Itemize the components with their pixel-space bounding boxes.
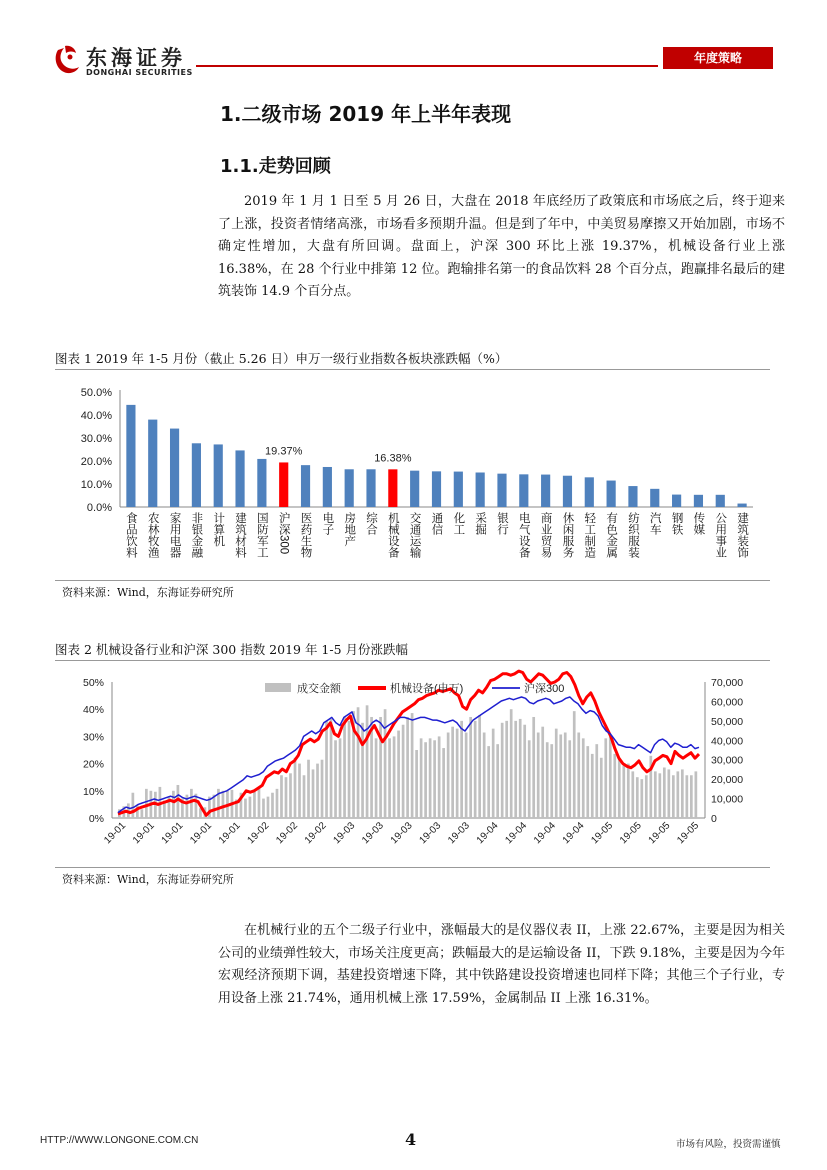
volume-bar bbox=[222, 791, 225, 818]
figure2-source: 资料来源：Wind，东海证券研究所 bbox=[62, 873, 234, 886]
figure2-bottom-rule bbox=[55, 867, 770, 868]
x-tick-label: 19-02 bbox=[274, 820, 301, 847]
volume-bar bbox=[298, 764, 301, 818]
x-tick-label: 19-02 bbox=[302, 820, 329, 847]
left-tick-label: 50% bbox=[82, 677, 104, 689]
volume-bar bbox=[676, 771, 679, 818]
bar bbox=[410, 471, 419, 507]
volume-bar bbox=[514, 721, 517, 818]
bar bbox=[235, 450, 244, 507]
x-tick-label: 19-03 bbox=[417, 820, 444, 847]
donghai-logo-icon bbox=[52, 42, 82, 80]
volume-bar bbox=[640, 779, 643, 818]
volume-bar bbox=[141, 809, 144, 818]
x-tick-label: 19-01 bbox=[130, 820, 157, 847]
left-tick-label: 40% bbox=[82, 704, 104, 717]
volume-bar bbox=[496, 744, 499, 818]
footer-website-link[interactable]: HTTP://WWW.LONGONE.COM.CN bbox=[40, 1135, 199, 1146]
y-tick-label: 40.0% bbox=[80, 410, 112, 422]
volume-bar bbox=[609, 736, 612, 818]
bar bbox=[257, 459, 266, 507]
volume-bar bbox=[550, 744, 553, 818]
volume-bar bbox=[438, 736, 441, 818]
volume-bar bbox=[568, 740, 571, 818]
figure1-bottom-rule bbox=[55, 580, 770, 581]
bar bbox=[607, 481, 616, 507]
x-category-label: 休闲服务 bbox=[561, 512, 574, 558]
logo-chinese-name: 东海证券 bbox=[86, 46, 186, 70]
y-tick-label: 20.0% bbox=[80, 456, 112, 468]
volume-bar bbox=[289, 773, 292, 818]
volume-bar bbox=[519, 719, 522, 818]
x-category-label: 电子 bbox=[321, 512, 334, 535]
x-category-label: 通信 bbox=[430, 512, 443, 535]
x-category-label: 国防军工 bbox=[255, 512, 268, 558]
volume-bar bbox=[424, 742, 427, 818]
x-tick-label: 19-04 bbox=[503, 820, 530, 847]
x-tick-label: 19-03 bbox=[446, 820, 472, 847]
left-tick-label: 20% bbox=[82, 758, 104, 771]
y-tick-label: 10.0% bbox=[80, 479, 112, 491]
volume-bar bbox=[285, 777, 288, 818]
bar bbox=[454, 472, 463, 507]
y-tick-label: 30.0% bbox=[80, 433, 112, 445]
x-category-label: 农林牧渔 bbox=[146, 512, 159, 558]
volume-bar bbox=[582, 738, 585, 818]
volume-bar bbox=[375, 738, 378, 818]
subindustry-paragraph-text: 在机械行业的五个二级子行业中，涨幅最大的是仪器仪表 II，上涨 22.67%，主要是因为相关公司的业绩弹性较大，市场关注度更高；跌幅最大的是运输设备 II，下跌 9.18%，主要是因为今年宏观经济预期下调，基建投资增速下降，其中铁路建设投资增速也同样下降；其他三个子行业，专用设备上涨 21.74%，通用机械上涨 17.59%，金属制品 II 上涨 16.31%。 bbox=[218, 923, 785, 1006]
bar bbox=[563, 476, 572, 507]
figure2-top-rule bbox=[55, 660, 770, 661]
x-category-label: 纺织服装 bbox=[626, 512, 639, 558]
volume-bar bbox=[330, 719, 333, 818]
volume-bar bbox=[460, 721, 463, 818]
volume-bar bbox=[321, 760, 324, 818]
volume-bar bbox=[244, 799, 247, 818]
volume-bar bbox=[429, 738, 432, 818]
volume-bar bbox=[667, 769, 670, 818]
x-tick-label: 19-01 bbox=[216, 820, 243, 847]
machinery-vs-hs300-chart bbox=[55, 662, 770, 867]
x-category-label: 交通运输 bbox=[408, 512, 421, 558]
volume-bar bbox=[595, 744, 598, 818]
volume-bar bbox=[627, 764, 630, 818]
legend-label: 成交金额 bbox=[297, 683, 341, 695]
volume-bar bbox=[271, 793, 274, 818]
volume-bar bbox=[406, 717, 409, 818]
bar bbox=[650, 489, 659, 507]
bar bbox=[497, 474, 506, 507]
x-tick-label: 19-01 bbox=[188, 820, 215, 847]
right-tick-label: 0 bbox=[711, 813, 717, 825]
volume-bar bbox=[645, 775, 648, 818]
volume-bar bbox=[541, 727, 544, 818]
figure1-source: 资料来源：Wind，东海证券研究所 bbox=[62, 586, 234, 599]
x-tick-label: 19-02 bbox=[245, 820, 272, 847]
volume-bar bbox=[694, 771, 697, 818]
volume-bar bbox=[631, 771, 634, 818]
right-tick-label: 70,000 bbox=[711, 677, 744, 689]
volume-bar bbox=[258, 787, 261, 818]
volume-bar bbox=[339, 738, 342, 818]
right-tick-label: 20,000 bbox=[711, 774, 744, 787]
x-tick-label: 19-03 bbox=[360, 820, 386, 847]
x-tick-label: 19-05 bbox=[675, 820, 702, 847]
volume-bar bbox=[172, 791, 175, 818]
subindustry-paragraph bbox=[218, 920, 785, 1010]
bar bbox=[214, 444, 223, 507]
volume-bar bbox=[672, 775, 675, 818]
volume-bar bbox=[348, 721, 351, 818]
logo-english-name: DONGHAI SECURITIES bbox=[86, 68, 193, 77]
volume-bar bbox=[253, 792, 256, 818]
x-category-label: 家用电器 bbox=[168, 512, 181, 558]
risk-disclaimer: 市场有风险，投资需谨慎 bbox=[676, 1139, 781, 1150]
industry-return-bar-chart bbox=[55, 370, 770, 580]
volume-bar bbox=[505, 721, 508, 818]
volume-bar bbox=[456, 729, 459, 818]
bar bbox=[476, 473, 485, 508]
volume-bar bbox=[312, 769, 315, 818]
x-category-label: 轻工制造 bbox=[583, 512, 596, 558]
bar bbox=[345, 469, 354, 507]
x-tick-label: 19-05 bbox=[646, 820, 673, 847]
volume-bar bbox=[384, 709, 387, 818]
x-tick-label: 19-04 bbox=[474, 820, 501, 847]
volume-bar bbox=[420, 738, 423, 818]
y-tick-label: 0.0% bbox=[86, 502, 112, 514]
volume-bar bbox=[397, 731, 400, 818]
volume-bar bbox=[276, 789, 279, 818]
x-category-label: 电气设备 bbox=[517, 512, 530, 558]
x-category-label: 食品饮料 bbox=[124, 512, 137, 558]
bar bbox=[388, 469, 397, 507]
bar bbox=[301, 465, 310, 507]
x-category-label: 采掘 bbox=[474, 512, 487, 535]
volume-bar bbox=[690, 775, 693, 818]
bar bbox=[279, 462, 288, 507]
volume-bar bbox=[249, 797, 252, 818]
volume-bar bbox=[546, 742, 549, 818]
bar bbox=[126, 405, 135, 507]
x-category-label: 传媒 bbox=[692, 512, 705, 535]
volume-bar bbox=[343, 717, 346, 818]
volume-bar bbox=[586, 746, 589, 818]
volume-bar bbox=[577, 733, 580, 818]
intro-paragraph-text: 2019 年 1 月 1 日至 5 月 26 日，大盘在 2018 年底经历了政策底和市场底之后，终于迎来了上涨，投资者情绪高涨，市场看多预期升温。但是到了年中，中美贸易摩擦又开始加剧，市场不确定性增加，大盘有所回调。盘面上，沪深 300 环比上涨 19.37%，机械设备行业上涨 16.38%，在 28 个行业中排第 12 位。跑输排名第一的食品饮料 28 个百分点，跑赢排名最后的建筑装饰 14.9 个百分点。 bbox=[218, 194, 785, 300]
x-category-label: 汽车 bbox=[648, 512, 661, 535]
section-title: 1.二级市场 2019 年上半年表现 bbox=[220, 102, 512, 126]
bar bbox=[432, 471, 441, 507]
right-tick-label: 10,000 bbox=[711, 793, 744, 806]
volume-bar bbox=[483, 733, 486, 818]
volume-bar bbox=[388, 738, 391, 818]
x-tick-label: 19-03 bbox=[331, 820, 358, 847]
bar bbox=[170, 429, 179, 507]
volume-bar bbox=[618, 758, 621, 818]
volume-bar bbox=[393, 736, 396, 818]
volume-bar bbox=[636, 777, 639, 818]
volume-bar bbox=[654, 771, 657, 818]
right-tick-label: 40,000 bbox=[711, 735, 744, 748]
volume-bar bbox=[366, 705, 369, 818]
legend-label: 沪深300 bbox=[524, 683, 565, 695]
bar bbox=[585, 477, 594, 507]
x-category-label: 化工 bbox=[452, 512, 465, 535]
volume-bar bbox=[447, 733, 450, 818]
x-category-label: 建筑材料 bbox=[234, 512, 247, 558]
figure1-title: 图表 1 2019 年 1-5 月份（截止 5.26 日）申万一级行业指数各板块涨跌幅（%） bbox=[55, 351, 508, 366]
volume-bar bbox=[411, 713, 414, 818]
volume-bar bbox=[604, 738, 607, 818]
right-tick-label: 60,000 bbox=[711, 696, 744, 709]
volume-bar bbox=[555, 729, 558, 818]
legend-label: 机械设备(申万) bbox=[390, 683, 464, 695]
volume-bar bbox=[303, 775, 306, 818]
x-category-label: 建筑装饰 bbox=[736, 512, 749, 558]
volume-bar bbox=[591, 754, 594, 818]
x-tick-label: 19-05 bbox=[589, 820, 616, 847]
volume-bar bbox=[564, 733, 567, 818]
volume-bar bbox=[537, 733, 540, 818]
x-tick-label: 19-05 bbox=[617, 820, 644, 847]
volume-bar bbox=[658, 773, 661, 818]
volume-bar bbox=[402, 725, 405, 818]
volume-bar bbox=[280, 775, 283, 818]
x-category-label: 钢铁 bbox=[670, 512, 683, 535]
x-tick-label: 19-03 bbox=[388, 820, 415, 847]
right-tick-label: 30,000 bbox=[711, 754, 744, 767]
x-category-label: 非银金融 bbox=[190, 512, 203, 558]
volume-bar bbox=[478, 715, 481, 818]
bar bbox=[628, 486, 637, 507]
volume-bar bbox=[600, 758, 603, 818]
bar bbox=[366, 469, 375, 507]
left-tick-label: 0% bbox=[88, 813, 104, 825]
x-category-label: 房地产 bbox=[343, 512, 356, 547]
left-tick-label: 10% bbox=[82, 785, 104, 798]
volume-bar bbox=[465, 733, 468, 818]
bar bbox=[716, 495, 725, 507]
right-tick-label: 50,000 bbox=[711, 715, 744, 728]
volume-bar bbox=[501, 723, 504, 818]
x-category-label: 计算机 bbox=[212, 512, 225, 547]
volume-bar bbox=[474, 721, 477, 818]
bar bbox=[672, 495, 681, 507]
volume-bar bbox=[573, 711, 576, 818]
volume-bar bbox=[613, 754, 616, 818]
volume-bar bbox=[307, 760, 310, 818]
volume-bar bbox=[469, 717, 472, 818]
x-tick-label: 19-04 bbox=[532, 820, 558, 847]
x-tick-label: 19-04 bbox=[560, 820, 587, 847]
volume-bar bbox=[492, 729, 495, 818]
volume-bar bbox=[132, 793, 135, 818]
volume-bar bbox=[622, 766, 625, 818]
volume-bar bbox=[190, 789, 193, 818]
bar bbox=[541, 475, 550, 507]
bar bbox=[738, 504, 747, 507]
volume-bar bbox=[559, 734, 562, 818]
volume-bar bbox=[532, 717, 535, 818]
x-category-label: 沪深300 bbox=[277, 512, 290, 555]
volume-bar bbox=[145, 789, 148, 818]
volume-bar bbox=[334, 740, 337, 818]
data-label: 16.38% bbox=[374, 452, 412, 465]
volume-bar bbox=[379, 717, 382, 818]
x-category-label: 公用事业 bbox=[714, 512, 727, 558]
volume-bar bbox=[267, 797, 270, 818]
data-label: 19.37% bbox=[265, 445, 303, 458]
volume-bar bbox=[451, 727, 454, 818]
x-category-label: 银行 bbox=[495, 512, 508, 535]
volume-bar bbox=[433, 740, 436, 818]
bar bbox=[694, 495, 703, 507]
x-category-label: 综合 bbox=[365, 512, 378, 535]
x-category-label: 商业贸易 bbox=[539, 512, 552, 558]
legend-swatch bbox=[265, 683, 291, 692]
intro-paragraph bbox=[218, 191, 785, 304]
volume-bar bbox=[415, 750, 418, 818]
volume-bar bbox=[487, 746, 490, 818]
volume-bar bbox=[361, 723, 364, 818]
x-category-label: 医药生物 bbox=[299, 512, 312, 558]
x-category-label: 机械设备 bbox=[386, 512, 399, 558]
bar bbox=[519, 474, 528, 507]
y-tick-label: 50.0% bbox=[80, 387, 112, 399]
volume-bar bbox=[294, 758, 297, 818]
volume-bar bbox=[325, 721, 328, 818]
volume-bar bbox=[316, 764, 319, 818]
volume-bar bbox=[528, 740, 531, 818]
left-tick-label: 30% bbox=[82, 731, 104, 744]
subsection-title: 1.1.走势回顾 bbox=[220, 156, 331, 177]
volume-bar bbox=[681, 769, 684, 818]
figure2-title: 图表 2 机械设备行业和沪深 300 指数 2019 年 1-5 月份涨跌幅 bbox=[55, 642, 409, 657]
volume-bar bbox=[523, 725, 526, 818]
x-tick-label: 19-01 bbox=[159, 820, 186, 847]
report-type-tag: 年度策略 bbox=[663, 47, 773, 69]
x-tick-label: 19-01 bbox=[102, 820, 129, 847]
volume-bar bbox=[663, 767, 666, 818]
bar bbox=[323, 467, 332, 507]
volume-bar bbox=[685, 775, 688, 818]
page-number: 4 bbox=[405, 1130, 417, 1149]
x-category-label: 有色金属 bbox=[605, 512, 618, 558]
bar bbox=[148, 420, 157, 507]
volume-bar bbox=[510, 709, 513, 818]
volume-bar bbox=[442, 748, 445, 818]
bar bbox=[192, 443, 201, 507]
header-divider bbox=[196, 65, 658, 67]
volume-bar bbox=[262, 799, 265, 818]
